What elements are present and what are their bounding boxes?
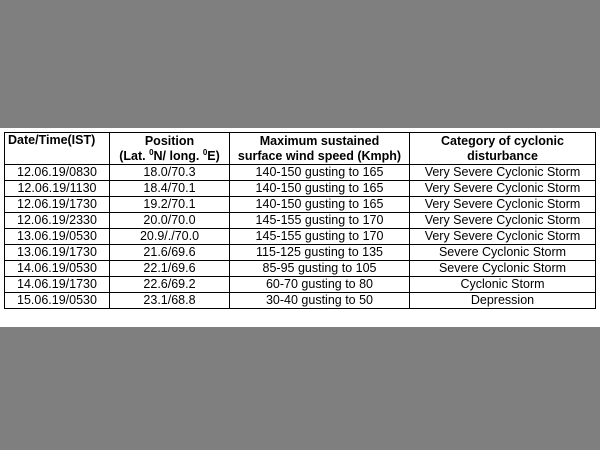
cell-category: Severe Cyclonic Storm bbox=[410, 261, 596, 277]
cell-category: Depression bbox=[410, 293, 596, 309]
cell-category: Cyclonic Storm bbox=[410, 277, 596, 293]
table-row bbox=[5, 181, 596, 197]
header-category: Category of cyclonic disturbance bbox=[410, 133, 596, 165]
table-row bbox=[5, 245, 596, 261]
header-row bbox=[5, 133, 596, 165]
cell-position: 23.1/68.8 bbox=[110, 293, 230, 309]
cell-date-time: 12.06.19/1730 bbox=[5, 197, 110, 213]
cell-position: 22.1/69.6 bbox=[110, 261, 230, 277]
cell-wind-speed: 145-155 gusting to 170 bbox=[230, 213, 410, 229]
cell-wind-speed: 140-150 gusting to 165 bbox=[230, 165, 410, 181]
cell-date-time: 14.06.19/0530 bbox=[5, 261, 110, 277]
cell-category: Very Severe Cyclonic Storm bbox=[410, 165, 596, 181]
cell-position: 20.9/./70.0 bbox=[110, 229, 230, 245]
cell-wind-speed: 30-40 gusting to 50 bbox=[230, 293, 410, 309]
cell-position: 22.6/69.2 bbox=[110, 277, 230, 293]
cell-wind-speed: 115-125 gusting to 135 bbox=[230, 245, 410, 261]
cell-wind-speed: 60-70 gusting to 80 bbox=[230, 277, 410, 293]
cell-wind-speed: 140-150 gusting to 165 bbox=[230, 181, 410, 197]
cell-category: Very Severe Cyclonic Storm bbox=[410, 181, 596, 197]
cell-position: 18.0/70.3 bbox=[110, 165, 230, 181]
cell-date-time: 13.06.19/0530 bbox=[5, 229, 110, 245]
table-row bbox=[5, 293, 596, 309]
cell-category: Severe Cyclonic Storm bbox=[410, 245, 596, 261]
table-row bbox=[5, 165, 596, 181]
cyclone-track-table bbox=[4, 132, 596, 309]
cell-wind-speed: 85-95 gusting to 105 bbox=[230, 261, 410, 277]
cell-category: Very Severe Cyclonic Storm bbox=[410, 197, 596, 213]
cell-category: Very Severe Cyclonic Storm bbox=[410, 213, 596, 229]
table-row bbox=[5, 277, 596, 293]
document-page bbox=[0, 128, 600, 327]
cell-position: 20.0/70.0 bbox=[110, 213, 230, 229]
table-row bbox=[5, 197, 596, 213]
table-row bbox=[5, 229, 596, 245]
cell-date-time: 13.06.19/1730 bbox=[5, 245, 110, 261]
cell-date-time: 15.06.19/0530 bbox=[5, 293, 110, 309]
table-row bbox=[5, 261, 596, 277]
header-wind-speed: Maximum sustained surface wind speed (Kmph) bbox=[230, 133, 410, 165]
cell-wind-speed: 145-155 gusting to 170 bbox=[230, 229, 410, 245]
cell-date-time: 14.06.19/1730 bbox=[5, 277, 110, 293]
cell-position: 21.6/69.6 bbox=[110, 245, 230, 261]
header-position: Position (Lat. $^0$N/ long. $^0$E) bbox=[110, 133, 230, 165]
cell-position: 19.2/70.1 bbox=[110, 197, 230, 213]
cell-date-time: 12.06.19/2330 bbox=[5, 213, 110, 229]
header-date-time: Date/Time(IST) bbox=[5, 133, 110, 165]
cell-date-time: 12.06.19/1130 bbox=[5, 181, 110, 197]
cell-category: Very Severe Cyclonic Storm bbox=[410, 229, 596, 245]
cell-date-time: 12.06.19/0830 bbox=[5, 165, 110, 181]
cell-position: 18.4/70.1 bbox=[110, 181, 230, 197]
cell-wind-speed: 140-150 gusting to 165 bbox=[230, 197, 410, 213]
table-row bbox=[5, 213, 596, 229]
